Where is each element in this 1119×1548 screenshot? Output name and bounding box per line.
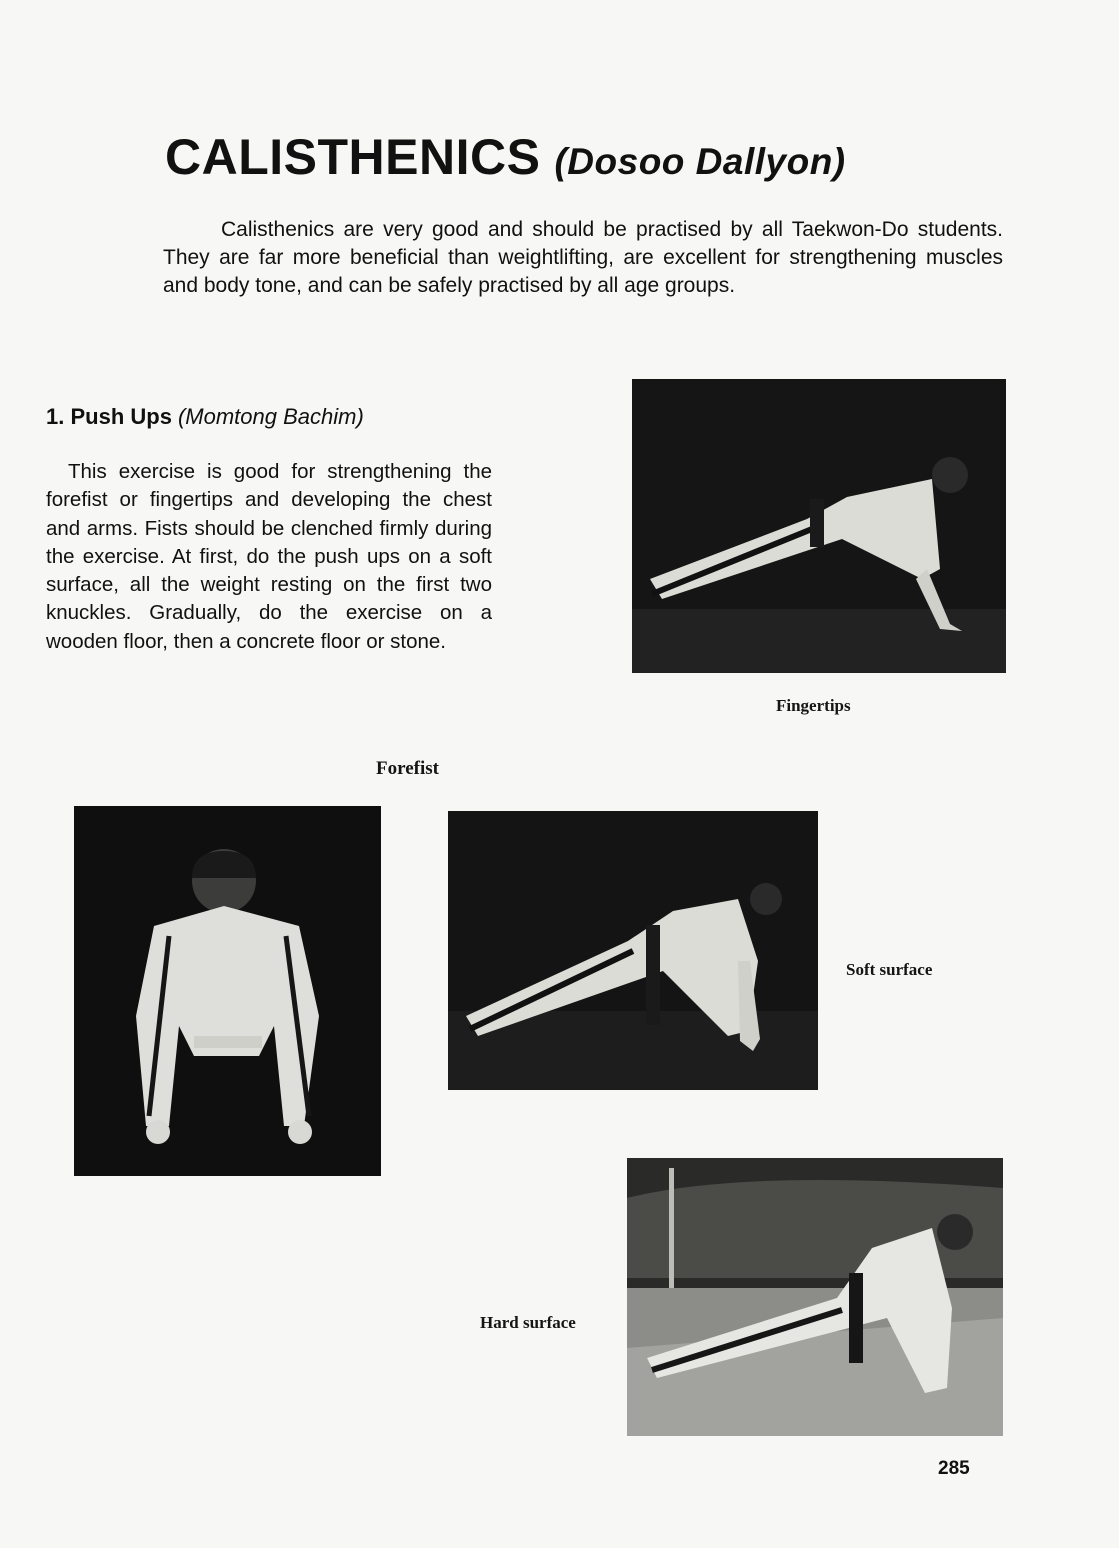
soft-surface-pushup-illustration <box>448 811 818 1090</box>
caption-soft-surface: Soft surface <box>846 960 933 979</box>
fingertips-pushup-illustration <box>632 379 1006 673</box>
page-number: 285 <box>938 1458 970 1479</box>
section-number: 1. <box>46 404 65 429</box>
title-subtitle: (Dosoo Dallyon) <box>554 141 846 182</box>
caption-hard-surface: Hard surface <box>480 1313 576 1332</box>
photo-hard-surface-pushup <box>627 1158 1003 1436</box>
section-body: This exercise is good for strengthening the forefist or fingertips and developing the chest and arms. Fists should be clenched firmly during the exercise. At first, do the push ups on a soft surface, all the weight resting on the first two knuckles. Gradually, do the exercise on a wooden floor, then a concrete floor or stone. <box>46 460 492 653</box>
section-title: Push Ups <box>70 404 172 429</box>
section-subtitle: (Momtong Bachim) <box>177 404 364 429</box>
page-title <box>165 128 846 186</box>
hard-surface-pushup-illustration <box>627 1158 1003 1436</box>
photo-fingertips-pushup <box>632 379 1006 673</box>
forefist-front-illustration <box>74 806 381 1176</box>
title-main: CALISTHENICS <box>165 129 541 185</box>
photo-soft-surface-pushup <box>448 811 818 1090</box>
caption-fingertips: Fingertips <box>776 696 851 715</box>
section-heading <box>46 404 364 430</box>
caption-forefist: Forefist <box>376 758 439 779</box>
intro-paragraph: Calisthenics are very good and should be practised by all Taekwon-Do students. They are far more beneficial than weightlifting, are excellent for strengthening muscles and body tone, and can be safely practised by all age groups. <box>163 218 1003 297</box>
photo-forefist-front <box>74 806 381 1176</box>
